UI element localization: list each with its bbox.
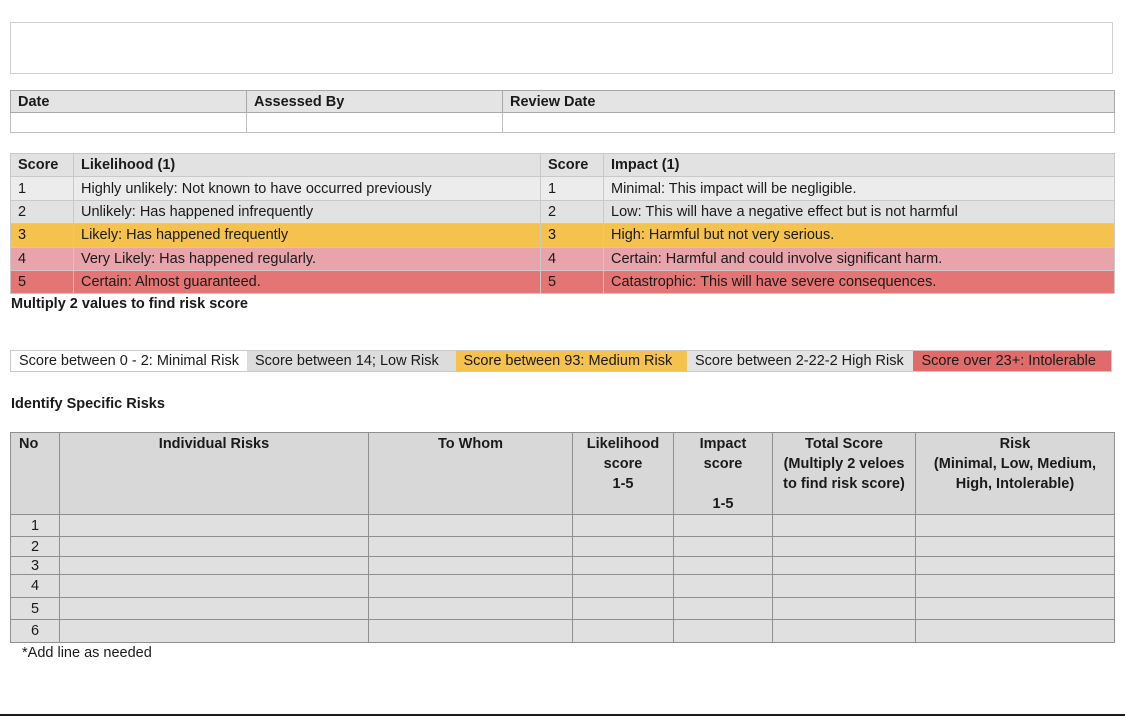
impact-description: Certain: Harmful and could involve significant harm.: [604, 247, 1115, 270]
header-line: Total Score: [805, 436, 883, 452]
impact-score: 1: [541, 177, 604, 200]
impact-score: 4: [541, 247, 604, 270]
impact-description: High: Harmful but not very serious.: [604, 224, 1115, 247]
header-line: Risk: [999, 436, 1031, 452]
header-line: to find risk score): [783, 476, 905, 492]
row-number: 3: [11, 557, 60, 575]
likelihood-score-cell[interactable]: [573, 620, 674, 643]
assessed-by-header: Assessed By: [247, 91, 503, 113]
risk-level-cell[interactable]: [916, 557, 1115, 575]
total-score-cell[interactable]: [773, 620, 916, 643]
to-whom-cell[interactable]: [369, 598, 573, 620]
add-line-note: *Add line as needed: [22, 645, 152, 661]
likelihood-score-cell[interactable]: [573, 575, 674, 598]
risk-level-cell[interactable]: [916, 620, 1115, 643]
scale-row-1: [11, 177, 1115, 200]
likelihood-impact-scale-table: [10, 153, 1115, 294]
risk-level-header: [916, 433, 1115, 515]
multiply-note: Multiply 2 values to find risk score: [11, 296, 248, 312]
impact-score-cell[interactable]: [674, 537, 773, 557]
row-number: 1: [11, 515, 60, 537]
risk-row-3: [11, 557, 1115, 575]
likelihood-description: Unlikely: Has happened infrequently: [74, 200, 541, 223]
to-whom-cell[interactable]: [369, 537, 573, 557]
header-line: (Minimal, Low, Medium,: [933, 456, 1097, 472]
impact-description: Minimal: This impact will be negligible.: [604, 177, 1115, 200]
risk-row-5: [11, 598, 1115, 620]
likelihood-score: 2: [11, 200, 74, 223]
header-line: Likelihood: [586, 436, 660, 452]
header-line: (Multiply 2 veloes: [783, 456, 905, 472]
assessment-info-table: [10, 90, 1115, 133]
impact-score-header: [674, 433, 773, 515]
specific-risks-table: [10, 432, 1115, 643]
scale-row-4: [11, 247, 1115, 270]
impact-description: Catastrophic: This will have severe consequences.: [604, 270, 1115, 293]
header-line: score: [603, 456, 643, 472]
to-whom-header: To Whom: [369, 433, 573, 515]
risk-row-4: [11, 575, 1115, 598]
legend-medium-risk: Score between 93: Medium Risk: [456, 351, 687, 371]
individual-risk-cell[interactable]: [60, 620, 369, 643]
likelihood-header: Likelihood (1): [74, 154, 541, 177]
section-title: Identify Specific Risks: [11, 396, 165, 412]
page-bottom-divider: [0, 714, 1125, 716]
likelihood-description: Likely: Has happened frequently: [74, 224, 541, 247]
to-whom-cell[interactable]: [369, 557, 573, 575]
header-line: High, Intolerable): [955, 476, 1075, 492]
row-number: 2: [11, 537, 60, 557]
individual-risk-cell[interactable]: [60, 537, 369, 557]
risk-row-6: [11, 620, 1115, 643]
likelihood-score-header: [573, 433, 674, 515]
likelihood-score-cell[interactable]: [573, 557, 674, 575]
total-score-cell[interactable]: [773, 537, 916, 557]
likelihood-score: 3: [11, 224, 74, 247]
document-title-box[interactable]: [10, 22, 1113, 74]
total-score-cell[interactable]: [773, 515, 916, 537]
total-score-cell[interactable]: [773, 598, 916, 620]
impact-score-header: Score: [541, 154, 604, 177]
impact-header: Impact (1): [604, 154, 1115, 177]
impact-score: 5: [541, 270, 604, 293]
individual-risks-header: Individual Risks: [60, 433, 369, 515]
impact-score-cell[interactable]: [674, 620, 773, 643]
impact-score: 2: [541, 200, 604, 223]
legend-high-risk: Score between 2-22-2 High Risk: [687, 351, 913, 371]
total-score-cell[interactable]: [773, 557, 916, 575]
individual-risk-cell[interactable]: [60, 557, 369, 575]
individual-risk-cell[interactable]: [60, 515, 369, 537]
legend-low-risk: Score between 14; Low Risk: [247, 351, 456, 371]
date-header: Date: [11, 91, 247, 113]
header-line: Impact score: [699, 436, 747, 472]
legend-minimal-risk: Score between 0 - 2: Minimal Risk: [11, 351, 247, 371]
review-date-header: Review Date: [503, 91, 1115, 113]
to-whom-cell[interactable]: [369, 620, 573, 643]
row-number: 6: [11, 620, 60, 643]
header-line: [721, 476, 725, 492]
row-number: 5: [11, 598, 60, 620]
total-score-cell[interactable]: [773, 575, 916, 598]
risk-row-1: [11, 515, 1115, 537]
likelihood-score: 4: [11, 247, 74, 270]
impact-score-cell[interactable]: [674, 557, 773, 575]
likelihood-score-cell[interactable]: [573, 598, 674, 620]
row-number: 4: [11, 575, 60, 598]
likelihood-score-header: Score: [11, 154, 74, 177]
risk-level-cell[interactable]: [916, 598, 1115, 620]
to-whom-cell[interactable]: [369, 575, 573, 598]
likelihood-score-cell[interactable]: [573, 537, 674, 557]
no-header: No: [11, 433, 60, 515]
impact-score: 3: [541, 224, 604, 247]
to-whom-cell[interactable]: [369, 515, 573, 537]
scale-row-3: [11, 224, 1115, 247]
likelihood-score: 1: [11, 177, 74, 200]
individual-risk-cell[interactable]: [60, 598, 369, 620]
risk-score-legend: [10, 350, 1112, 372]
assessed-by-field[interactable]: [247, 113, 503, 133]
impact-score-cell[interactable]: [674, 515, 773, 537]
header-line: 1-5: [712, 496, 734, 512]
impact-description: Low: This will have a negative effect but is not harmful: [604, 200, 1115, 223]
likelihood-description: Certain: Almost guaranteed.: [74, 270, 541, 293]
likelihood-score-cell[interactable]: [573, 515, 674, 537]
review-date-field[interactable]: [503, 113, 1115, 133]
legend-intolerable-risk: Score over 23+: Intolerable: [913, 351, 1111, 371]
likelihood-description: Very Likely: Has happened regularly.: [74, 247, 541, 270]
impact-score-cell[interactable]: [674, 575, 773, 598]
scale-row-5: [11, 270, 1115, 293]
risk-level-cell[interactable]: [916, 515, 1115, 537]
risk-level-cell[interactable]: [916, 575, 1115, 598]
individual-risk-cell[interactable]: [60, 575, 369, 598]
header-line: 1-5: [612, 476, 634, 492]
scale-row-2: [11, 200, 1115, 223]
likelihood-description: Highly unlikely: Not known to have occurred previously: [74, 177, 541, 200]
impact-score-cell[interactable]: [674, 598, 773, 620]
risk-row-2: [11, 537, 1115, 557]
date-field[interactable]: [11, 113, 247, 133]
likelihood-score: 5: [11, 270, 74, 293]
risk-level-cell[interactable]: [916, 537, 1115, 557]
risks-header-row: [11, 433, 1115, 515]
total-score-header: [773, 433, 916, 515]
